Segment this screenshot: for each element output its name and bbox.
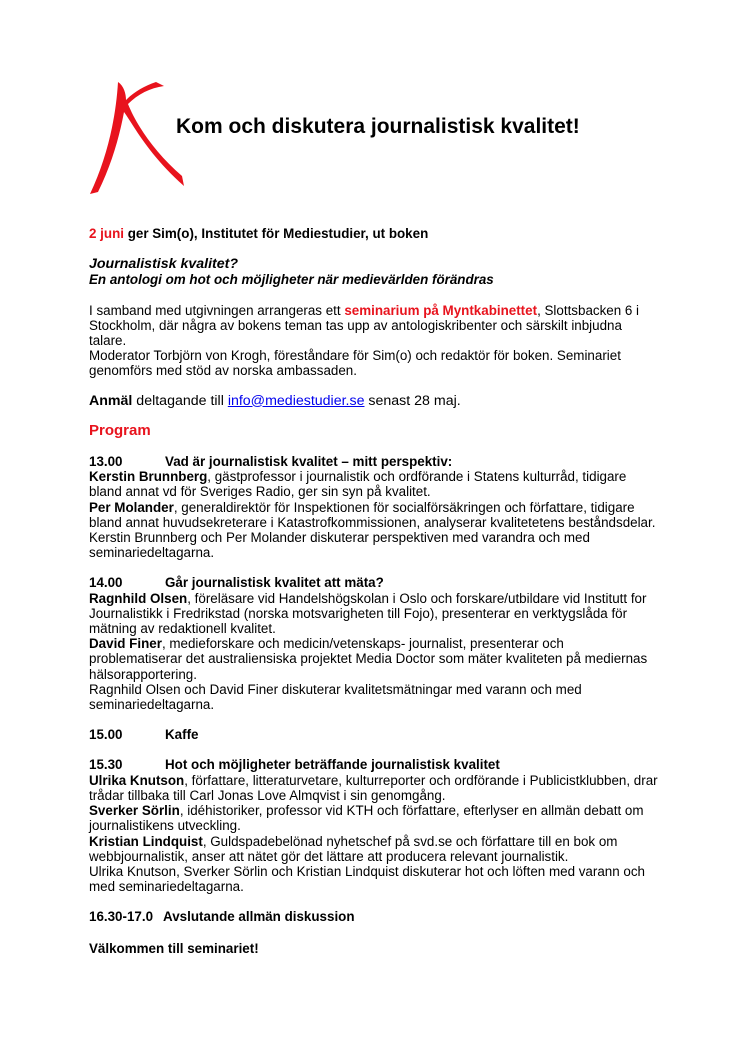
- section-time: 13.00: [89, 454, 123, 470]
- program-section-1: [89, 454, 659, 560]
- closing-line: Välkommen till seminariet!: [89, 940, 259, 956]
- signup-email-link[interactable]: info@mediestudier.se: [227, 392, 365, 409]
- program-section-5: [89, 909, 659, 924]
- page-title: Kom och diskutera journalistisk kvalitet!: [176, 115, 580, 138]
- intro-headline: 2 juni ger Sim(o), Institutet för Mediestudier, ut boken: [89, 226, 429, 241]
- speaker-entry: Kristian Lindquist, Guldspadebelönad nyhetschef på svd.se och författare till en bok om webbjournalistik, anser att nätet gör det lättare att producera relevant journalistik.: [89, 833, 618, 864]
- book-title-block: [89, 256, 659, 287]
- speaker-entry: David Finer, medieforskare och medicin/vetenskaps- journalist, presenterar och problematiserar det australiensiska projektet Media Doctor som mäter kvaliteten på mediernas hälsorapportering.: [89, 636, 648, 682]
- section-time: 14.00: [89, 575, 123, 591]
- section-title: Vad är journalistisk kvalitet – mitt perspektiv:: [165, 454, 453, 470]
- program-section-4: [89, 757, 659, 894]
- seminar-highlight: seminarium på Myntkabinettet: [344, 302, 538, 318]
- section-summary: Kerstin Brunnberg och Per Molander diskuterar perspektiven med varandra och med seminariedeltagarna.: [89, 530, 590, 561]
- section-title: Går journalistisk kvalitet att mäta?: [165, 575, 384, 591]
- section-time: 16.30-17.0: [89, 909, 154, 925]
- section-time: 15.00: [89, 727, 123, 743]
- program-section-3: [89, 727, 659, 742]
- book-subtitle: En antologi om hot och möjligheter när medievärlden förändras: [89, 272, 494, 288]
- speaker-entry: Kerstin Brunnberg, gästprofessor i journalistik och ordförande i Statens kulturråd, tidigare bland annat vd för Sveriges Radio, ger sin syn på kvalitet.: [89, 469, 627, 500]
- speaker-entry: Ragnhild Olsen, föreläsare vid Handelshögskolan i Oslo och forskare/utbildare vid Institutt for Journalistikk i Fredrikstad (norska motsvarigheten till Fojo), presenterar en verktygslåda för mätning av redaktionell kvalitet.: [89, 590, 647, 637]
- book-title: Journalistisk kvalitet?: [89, 256, 239, 273]
- section-title: Hot och möjligheter beträffande journalistisk kvalitet: [165, 757, 500, 773]
- speaker-entry: Per Molander, generaldirektör för Inspektionen för socialförsäkringen och författare, tidigare bland annat huvudsekreterare i Katastrofkommissionen, analyserar kvalitetetens beståndsdelar.: [89, 499, 656, 530]
- signup-line: Anmäl deltagande till info@mediestudier.se senast 28 maj.: [89, 392, 461, 409]
- section-summary: Ulrika Knutson, Sverker Sörlin och Kristian Lindquist diskuterar hot och löften med varann och med seminariedeltagarna.: [89, 863, 645, 895]
- section-summary: Ragnhild Olsen och David Finer diskuterar kvalitetsmätningar med varann och med seminariedeltagarna.: [89, 681, 582, 713]
- moderator-paragraph: Moderator Torbjörn von Krogh, föreståndare för Sim(o) och redaktör för boken. Seminariet genomförs med stöd av norska ambassaden.: [89, 348, 621, 379]
- k-logo: [86, 76, 186, 196]
- speaker-entry: Ulrika Knutson, författare, litteraturvetare, kulturreporter och ordförande i Publicistklubben, drar trådar tillbaka till Carl Jonas Love Almqvist i sin genomgång.: [89, 772, 658, 803]
- speaker-entry: Sverker Sörlin, idéhistoriker, professor vid KTH och författare, efterlyser en allmän debatt om journalistikens utveckling.: [89, 803, 644, 834]
- section-time: 15.30: [89, 757, 123, 773]
- section-title: Kaffe: [165, 727, 199, 743]
- release-date: 2 juni: [89, 226, 124, 241]
- program-heading: Program: [89, 421, 151, 439]
- document-body: [89, 226, 659, 956]
- section-title: Avslutande allmän diskussion: [163, 909, 355, 925]
- intro-paragraph: I samband med utgivningen arrangeras ett seminarium på Myntkabinettet, Slottsbacken 6 i Stockholm, där några av bokens teman tas upp av antologiskribenter och särskilt inbjudna talare.: [89, 302, 640, 349]
- program-section-2: [89, 575, 659, 712]
